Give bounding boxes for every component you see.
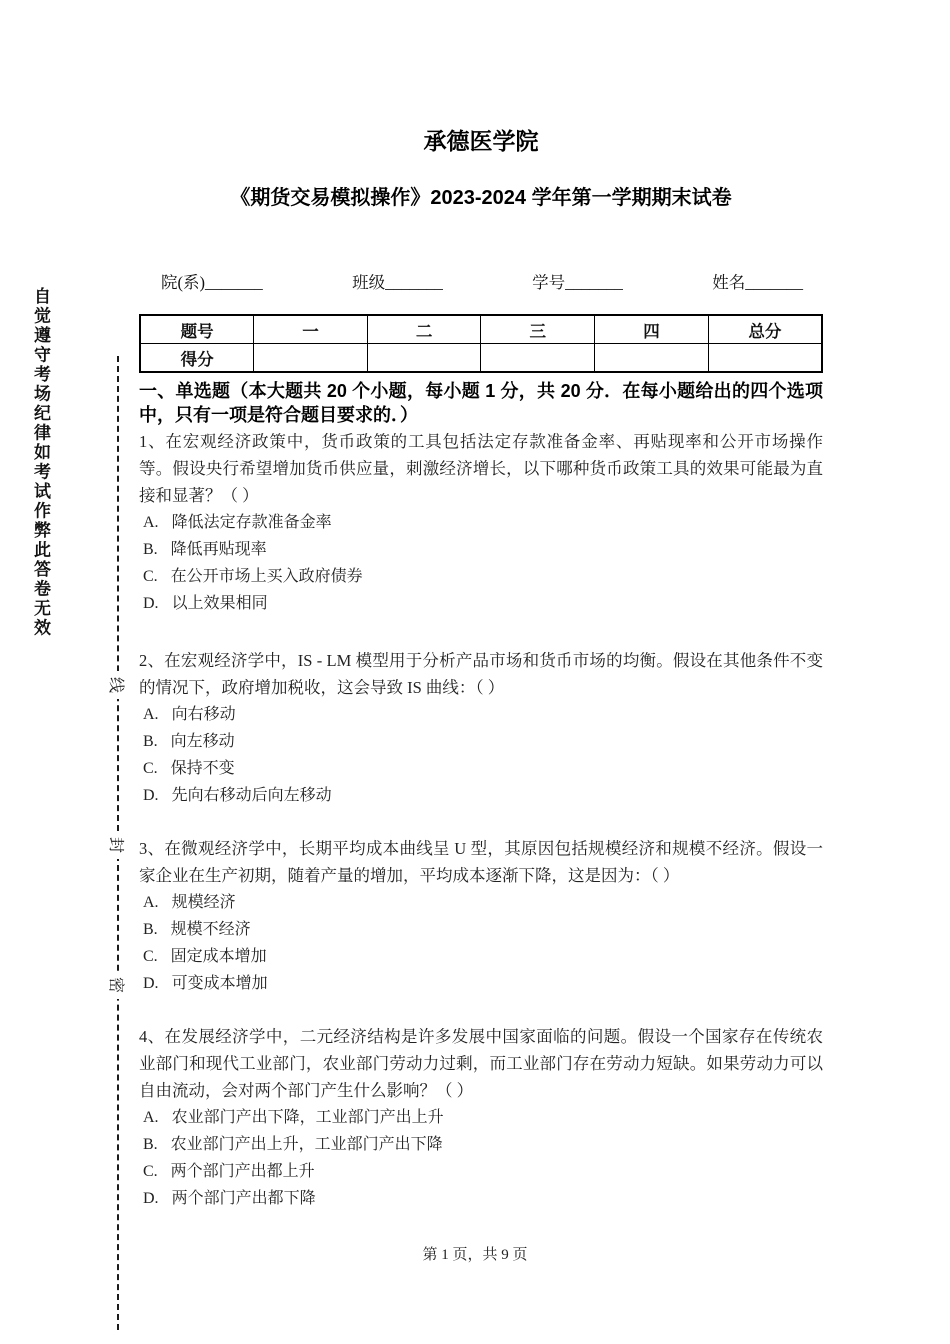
seal-char-xian: 线 [105, 671, 131, 699]
option-text: 向左移动 [170, 733, 235, 750]
school-name: 承德医学院 [423, 128, 539, 154]
main-content [139, 125, 823, 1226]
question-1 [139, 428, 823, 617]
question-4-option-d [139, 1185, 823, 1212]
seal-char-mi: 密 [105, 971, 131, 999]
option-letter: D. [143, 1190, 159, 1207]
field-name-label: 姓名 [712, 273, 746, 292]
page-footer: 第 1 页，共 9 页 [422, 1247, 528, 1263]
question-4-option-c [139, 1158, 823, 1185]
option-letter: A. [143, 1109, 159, 1126]
option-text: 先向右移动后向左移动 [171, 787, 332, 804]
question-4-text: 在发展经济学中，二元经济结构是许多发展中国家面临的问题。假设一个国家存在传统农业部门和现代工业部门，农业部门劳动力过剩，而工业部门存在劳动力短缺。如果劳动力可以自由流动，会对两个部门产生什么影响？（ ） [139, 1027, 824, 1100]
option-letter: A. [143, 894, 159, 911]
option-letter: C. [143, 1163, 158, 1180]
question-3-number: 3、 [139, 839, 165, 858]
option-text: 在公开市场上买入政府债券 [170, 568, 363, 585]
student-info-row [139, 271, 823, 295]
section-one-heading: 一、单选题（本大题共 20 个小题，每小题 1 分，共 20 分．在每小题给出的四个选项中，只有一项是符合题目要求的．） [139, 381, 823, 425]
question-1-text: 在宏观经济政策中，货币政策的工具包括法定存款准备金率、再贴现率和公开市场操作等。假设央行希望增加货币供应量，刺激经济增长，以下哪种货币政策工具的效果可能最为直接和显著？（ ） [139, 432, 824, 505]
option-text: 两个部门产出都下降 [171, 1190, 316, 1207]
question-4-option-a [139, 1104, 823, 1131]
field-class-blank: _______ [385, 273, 443, 292]
question-1-option-b [139, 536, 823, 563]
option-letter: D. [143, 975, 159, 992]
question-3-option-a [139, 889, 823, 916]
score-table-header-cell: 总分 [708, 315, 822, 344]
option-letter: A. [143, 514, 159, 531]
score-table-header-cell: 二 [367, 315, 481, 344]
question-2-option-d [139, 782, 823, 809]
option-letter: B. [143, 541, 158, 558]
question-2 [139, 647, 823, 809]
option-letter: C. [143, 568, 158, 585]
score-table-header-cell: 一 [254, 315, 368, 344]
question-1-option-d [139, 590, 823, 617]
option-letter: B. [143, 921, 158, 938]
question-2-stem [139, 647, 823, 701]
question-3 [139, 835, 823, 997]
score-cell [254, 344, 368, 373]
option-text: 可变成本增加 [171, 975, 268, 992]
question-3-stem [139, 835, 823, 889]
question-3-text: 在微观经济学中，长期平均成本曲线呈 U 型，其原因包括规模经济和规模不经济。假设一家企业在生产初期，随着产量的增加，平均成本逐渐下降，这是因为：（ ） [139, 839, 823, 885]
option-letter: A. [143, 706, 159, 723]
seal-char-feng: 封 [105, 831, 131, 859]
integrity-notice-vertical: 自觉遵守考场纪律如考试作弊此答卷无效 [31, 287, 50, 638]
option-letter: B. [143, 1136, 158, 1153]
field-class [352, 271, 443, 295]
option-text: 农业部门产出下降，工业部门产出上升 [171, 1109, 444, 1126]
option-text: 保持不变 [170, 760, 235, 777]
option-text: 农业部门产出上升，工业部门产出下降 [170, 1136, 443, 1153]
option-letter: C. [143, 948, 158, 965]
question-4-option-b [139, 1131, 823, 1158]
option-text: 降低法定存款准备金率 [171, 514, 332, 531]
question-2-text: 在宏观经济学中，IS - LM 模型用于分析产品市场和货币市场的均衡。假设在其他条件不变的情况下，政府增加税收，这会导致 IS 曲线：（ ） [139, 651, 824, 697]
score-cell [708, 344, 822, 373]
score-cell [367, 344, 481, 373]
option-text: 规模经济 [171, 894, 236, 911]
question-4-number: 4、 [139, 1027, 165, 1046]
question-1-number: 1、 [139, 432, 166, 451]
question-3-option-b [139, 916, 823, 943]
score-table-header-cell: 四 [595, 315, 709, 344]
option-text: 规模不经济 [170, 921, 251, 938]
option-text: 固定成本增加 [170, 948, 267, 965]
score-table-score-row [140, 344, 822, 373]
question-3-option-c [139, 943, 823, 970]
field-department [161, 271, 263, 295]
field-name-blank: _______ [745, 273, 803, 292]
option-text: 向右移动 [171, 706, 236, 723]
question-2-number: 2、 [139, 651, 165, 670]
question-4-stem [139, 1023, 823, 1104]
option-letter: C. [143, 760, 158, 777]
question-1-stem [139, 428, 823, 509]
question-2-option-a [139, 701, 823, 728]
option-letter: D. [143, 595, 159, 612]
score-table-header-cell: 三 [481, 315, 595, 344]
field-department-blank: _______ [205, 273, 263, 292]
option-text: 降低再贴现率 [170, 541, 267, 558]
field-student-id-label: 学号 [532, 273, 566, 292]
score-table-header-row [140, 315, 822, 344]
question-2-option-c [139, 755, 823, 782]
score-cell [481, 344, 595, 373]
field-student-id [532, 271, 623, 295]
option-letter: B. [143, 733, 158, 750]
field-class-label: 班级 [352, 273, 386, 292]
option-text: 以上效果相同 [171, 595, 268, 612]
score-table [139, 314, 823, 373]
field-department-label: 院(系) [161, 273, 205, 292]
score-cell [595, 344, 709, 373]
question-1-option-a [139, 509, 823, 536]
question-1-option-c [139, 563, 823, 590]
option-letter: D. [143, 787, 159, 804]
field-name [712, 271, 803, 295]
score-row-label: 得分 [140, 344, 254, 373]
question-2-option-b [139, 728, 823, 755]
question-4 [139, 1023, 823, 1212]
field-student-id-blank: _______ [565, 273, 623, 292]
score-table-header-cell: 题号 [140, 315, 254, 344]
option-text: 两个部门产出都上升 [170, 1163, 315, 1180]
exam-title: 《期货交易模拟操作》2023-2024 学年第一学期期末试卷 [230, 187, 732, 209]
question-3-option-d [139, 970, 823, 997]
